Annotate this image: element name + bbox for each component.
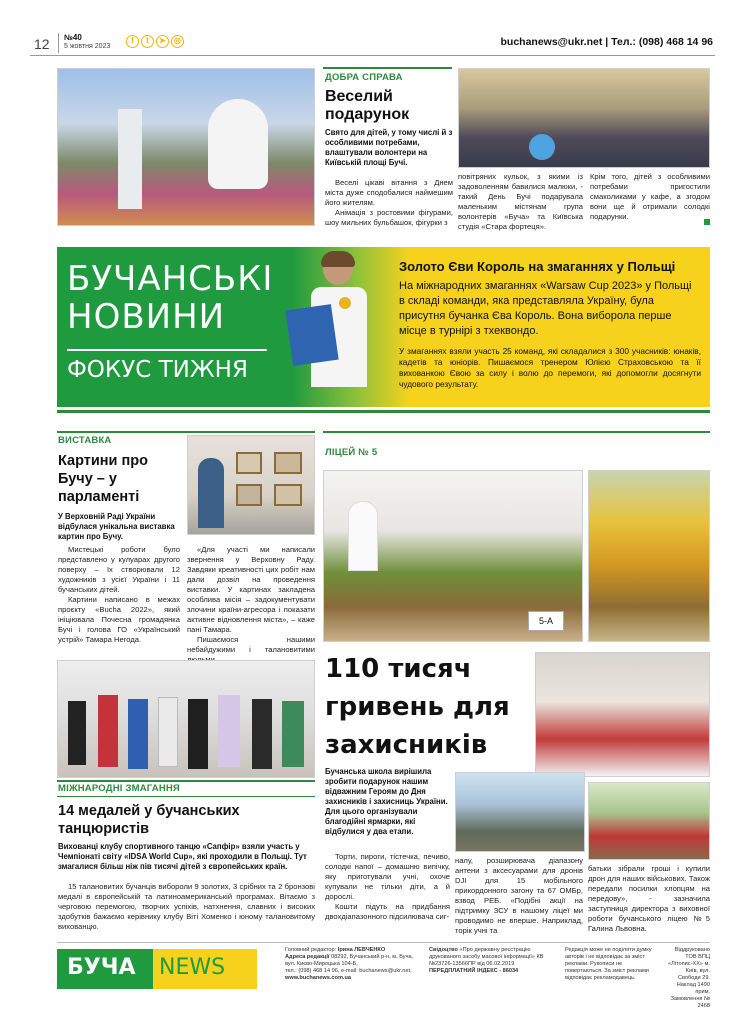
story1-col3: Крім того, дітей з особливими потребами пригостили смаколиками у кафе, а згодом вони ще й отримали солодкі подарунки. [590, 172, 710, 221]
story2-p1: Мистецькі роботи було представлено у кулуарах другого поверху – їх створювали 12 художників з усієї України і 11 бучанських дітей. [58, 545, 180, 594]
story3-rule [57, 780, 315, 782]
story3-photo [57, 660, 315, 778]
story3-body: 15 талановитих бучанців вибороли 9 золотих, 3 срібних та 2 бронзові медалі в європейській та латиноамериканській програмах. Вітаємо з черговою перемогою, творчих успіхів, натхнення, славних і високих здобутків бажаємо керівнику клубу Віті Хоменко і юному талановитому вихованцю. [58, 882, 315, 931]
story3-tag: МІЖНАРОДНІ ЗМАГАННЯ [58, 783, 180, 794]
issue-date: 5 жовтня 2023 [64, 43, 111, 50]
issue-number: №40 [64, 33, 82, 42]
story4-photo-2 [588, 470, 710, 642]
story4-col1-p2: Кошти підуть на придбання двохдіапазонного підсилювача сиг- [325, 902, 450, 921]
social-icons [126, 35, 186, 48]
banner-news-title: Золото Єви Король на змаганнях у Польщі [399, 259, 676, 274]
twitter-icon[interactable]: t [141, 35, 154, 48]
footer-cert [429, 947, 559, 975]
story2-p4: Пишаємося нашими небайдужими і талановитими [187, 635, 315, 654]
cert-text: «Про державну реєстрацію друкованого засобу масової інформації» КВ №23726-13566ПР від 06.02.2019 [429, 947, 544, 967]
story2-tag: ВИСТАВКА [58, 435, 112, 446]
story2-p3: «Для участі ми написали звернення у Верховну Раду. Завдяки креативності цих робіт нам дали дозвіл на проведення виставки. У картинах закладена особлива місія – задокументувати злочини країни-агресора і показати активне відновлення міста», – каже пані Тамара. [187, 545, 315, 634]
banner-news-body: У змаганнях взяли участь 25 команд, які складалися з 300 учасників: юнаків, кадетів та юніорів. Пишаємося тренером Юлією Страховською та її вихованкою Євою за силу і волю до перемоги, які допомогли досягнути чудового результату. [399, 346, 701, 389]
story1-col1 [325, 178, 453, 228]
footer-site[interactable]: www.buchanews.com.ua [285, 975, 351, 981]
photo-sign: 5-А [528, 611, 564, 631]
address-label: Адреса редакції [285, 954, 330, 960]
story4-photo-1 [323, 470, 583, 642]
story2-rule [57, 431, 315, 433]
story1-lead: Свято для дітей, у тому числі й з особливими потребами, влаштували волонтери на Київській площі Бучі. [325, 128, 453, 167]
story4-col1-p1: Торти, пироги, тістечка, печиво, солодкі напої – домашню випічку, яку приготували учні, охоче купували не тільки діти, а й дорослі. [325, 852, 450, 901]
story4-col2: налу, розширювача діапазону антени з аксесуарами для дронів DJI для 15 мобільного прикордонного загону та 67 ОМБр, взвод РЕБ. «Подібні акції на підтримку ЗСУ в нашому ліцеї ми проводимо не вперше. Наприклад, торік учні та [455, 856, 583, 935]
footer-note: Редакція може не поділяти думку авторів і не відповідає за зміст реклами. Рукописи не повертаються. За зміст реклами відповідає рекламодавець. [565, 947, 652, 981]
header-contacts: buchanews@ukr.net | Тел.: (098) 468 14 96 [500, 36, 713, 48]
address: 08292, Бучанський р-н, м. Буча, вул. Києво-Мироцька 104-Б, [285, 954, 414, 967]
banner-photo [285, 247, 403, 407]
subscription-index: ПЕРЕДПЛАТНИЙ ІНДЕКС - 86034 [429, 968, 519, 974]
story1-col1-p1: Веселі цікаві вітання з Днем міста дуже сподобалися наймешим його жителям. [325, 178, 453, 207]
story1-tag: ДОБРА СПРАВА [325, 72, 403, 83]
story4-lead: Бучанська школа вирішила зробити подарунок нашим відважним Героям до Дня захисників і захисниць України. Для цього організували благодійні ярмарки, які відбулися у два етапи. [325, 767, 448, 836]
story1-rule [323, 67, 452, 69]
story4-tag: ЛІЦЕЙ № 5 [325, 447, 378, 458]
story2-photo [187, 435, 315, 535]
story2-lead: У Верховній Раді України відбулася унікальна виставка картин про Бучу. [58, 512, 175, 541]
story4-photo-3 [535, 652, 710, 777]
story4-title-line2: гривень для [325, 692, 510, 722]
story2-col1 [58, 545, 180, 645]
story1-photo-2 [458, 68, 710, 168]
footer-phone: тел.: (098) 468 14 96, e-mail: buchanews@ukr.net, [285, 968, 412, 974]
editor-name: Ірина ЛЕВЧЕНКО [337, 947, 386, 953]
story4-title-line3: захисників [325, 730, 488, 760]
banner-bottom-rule [57, 410, 710, 413]
story2-p2: Картини написано в межах проєкту «Bucha 2022», який ініціювала Почесна громадянка Бучі і голова ГО «Український устрій» Тамара Негода. [58, 595, 180, 644]
story2-title: Картини про Бучу – у парламенті [58, 453, 148, 505]
end-mark [704, 219, 710, 225]
page-number: 12 [34, 36, 50, 52]
story1-title-line1: Веселий [325, 88, 393, 105]
banner-news-lead: На міжнародних змаганнях «Warsaw Cup 2023» у Польщі в складі команди, яка представляла Україну, була присутня бучанка Єва Король. Вона виборола перше місце в турнірі з тхеквондо. [399, 280, 692, 337]
story3-title: 14 медалей у бучанських танцюристів [58, 803, 240, 837]
footer-logo-a: БУЧА [67, 955, 136, 980]
footer-logo-b: NEWS [159, 955, 226, 980]
story2-col2 [187, 545, 315, 665]
story1-col2: повітряних кульок, з якими із задоволенням бавилися малюки, - такий День Бучі подарувала маленьким містянам група волонтерів «Буча» та Київська студія «Стара фортеця». [458, 172, 583, 231]
story4-col1 [325, 852, 450, 922]
story4-rule [323, 431, 710, 433]
facebook-icon[interactable]: f [126, 35, 139, 48]
banner-line1: БУЧАНСЬКІ [67, 259, 274, 299]
story4-title-line1: 110 тисяч [325, 654, 472, 684]
story4-photo-4 [455, 772, 585, 852]
footer-print: Віддруковано ТОВ ВПЦ «Літопис-ХХ» м. Київ, вул. Свободи 29. Наклад 1490 прим. Замовлення № 2468 [668, 947, 710, 1009]
story1-col1-p2: Анімація з ростовими фігурами, шоу мильних бульбашок, фігурки з [325, 208, 453, 227]
cert-label: Свідоцтво [429, 947, 458, 953]
story4-title [325, 650, 510, 764]
story4-photo-5 [588, 782, 710, 860]
editor-label: Головний редактор: [285, 947, 337, 953]
footer-logo [57, 949, 257, 989]
banner-line2: НОВИНИ [67, 297, 226, 337]
banner-line3: ФОКУС ТИЖНЯ [67, 357, 248, 383]
story1-photo-1 [57, 68, 315, 226]
page-header [30, 30, 715, 56]
story1-title-line2: подарунок [325, 106, 410, 123]
story1-title [325, 88, 409, 124]
banner [57, 247, 710, 407]
instagram-icon[interactable]: ◎ [171, 35, 184, 48]
footer-editorial [285, 947, 425, 982]
telegram-icon[interactable]: ➤ [156, 35, 169, 48]
story3-lead: Вихованці клубу спортивного танцю «Сапфір» взяли участь у Чемпіонаті світу «IDSA World Cup», які проходили в Польщі. Тут змагалися більш ніж пів тисячі дітей з європейських країн. [58, 842, 307, 871]
footer [57, 942, 710, 1009]
story4-col3: батьки зібрали гроші і купили дрон для наших військових. Також передали посилки хлопцям на передову», - зазначила заступниця директора з виховної роботи бучанського ліцею №5 Галина Львовна. [588, 864, 710, 933]
